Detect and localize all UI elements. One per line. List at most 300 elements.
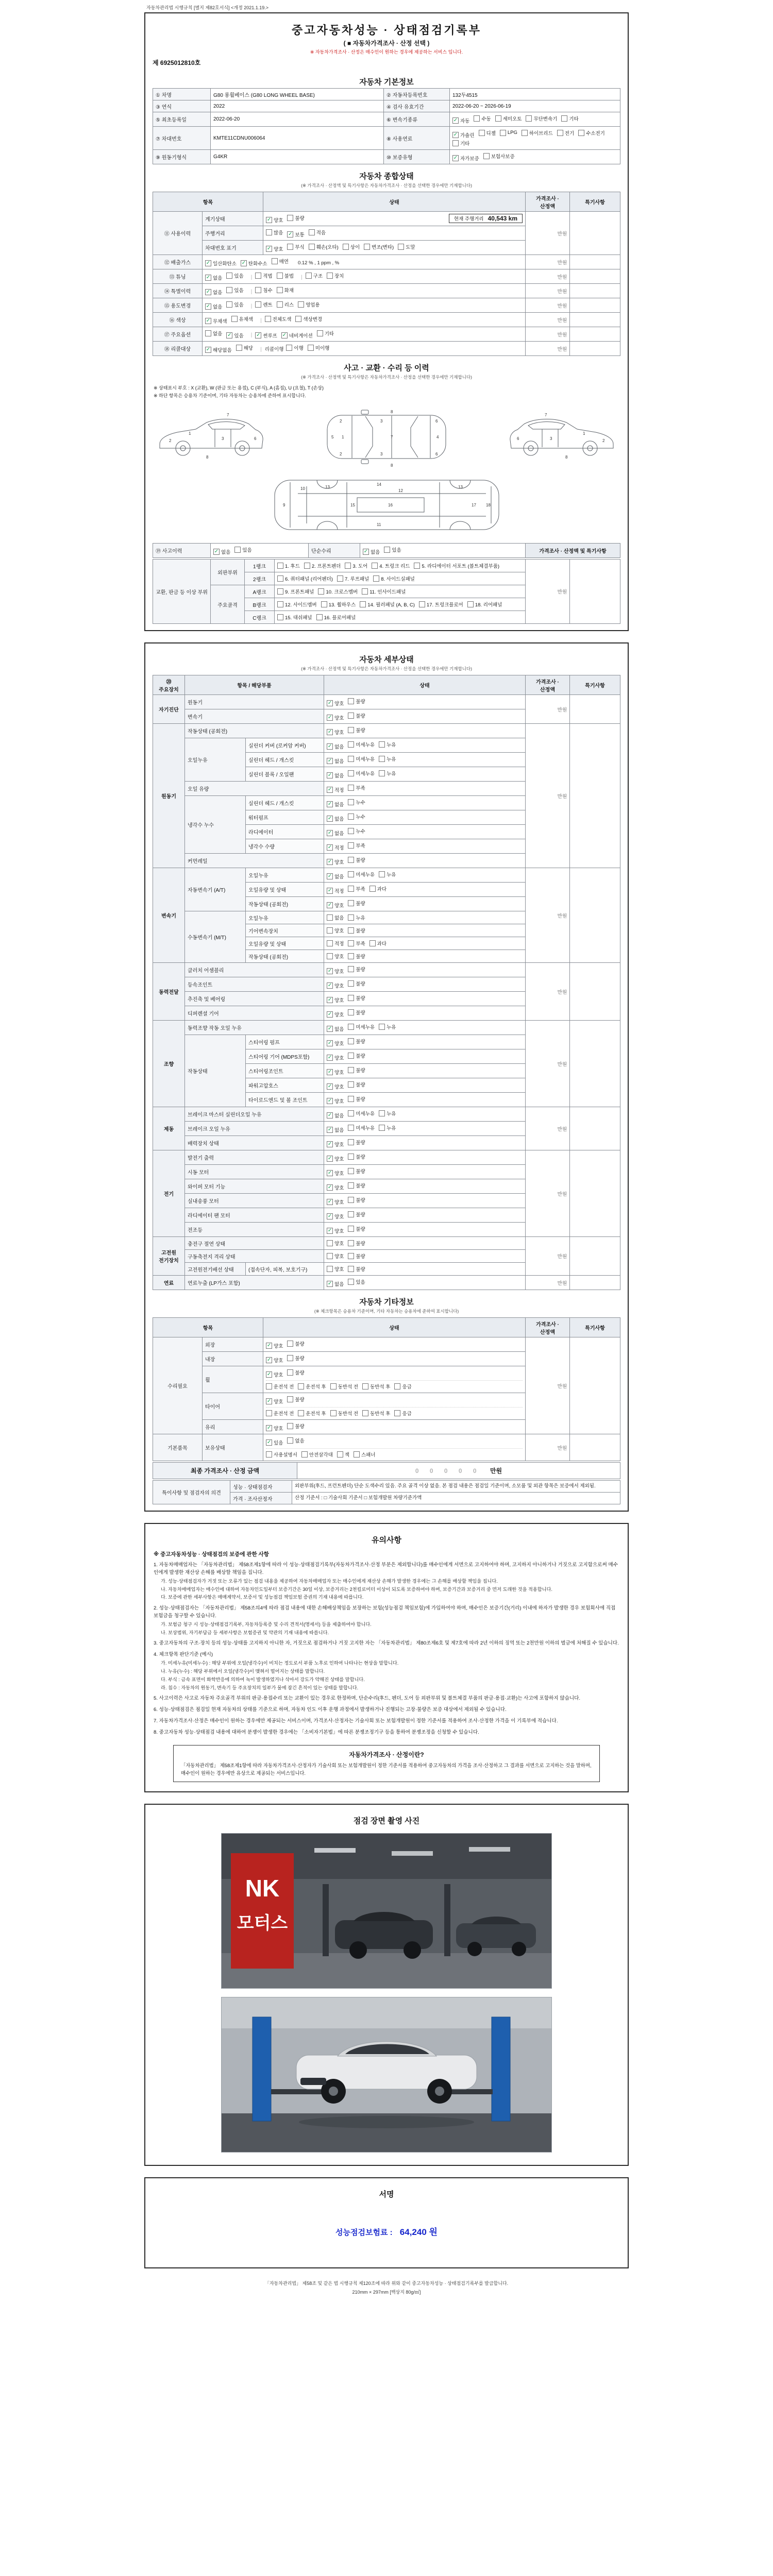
status-cell xyxy=(324,695,526,709)
checkbox-option[interactable] xyxy=(327,1126,344,1133)
checkbox-option[interactable] xyxy=(287,1354,304,1362)
checkbox-option[interactable] xyxy=(327,815,344,822)
checkbox-icon: ✓ xyxy=(266,1439,272,1445)
checkbox-option[interactable] xyxy=(369,940,386,947)
checkbox-option[interactable] xyxy=(452,140,469,147)
checkbox-option[interactable] xyxy=(298,1410,326,1417)
checkbox-option[interactable] xyxy=(298,301,320,308)
checkbox-option[interactable] xyxy=(287,1437,304,1444)
checkbox-option[interactable] xyxy=(277,272,294,279)
checkbox-option[interactable] xyxy=(330,1410,358,1417)
checkbox-icon: ✓ xyxy=(327,1025,332,1031)
status-cell xyxy=(324,767,526,782)
checkbox-icon xyxy=(287,1341,293,1347)
checkbox-option[interactable] xyxy=(287,231,304,238)
status-cell xyxy=(324,897,526,911)
checkbox-option[interactable] xyxy=(384,546,401,553)
status-cell xyxy=(203,284,526,298)
checkbox-option[interactable] xyxy=(277,588,314,595)
condition-row xyxy=(153,212,620,226)
checkbox-icon xyxy=(309,244,315,250)
checkbox-label: 불량 xyxy=(356,928,365,934)
checkbox-option[interactable] xyxy=(317,330,334,337)
item-label: 유리 xyxy=(203,1420,263,1434)
checkbox-icon xyxy=(255,301,261,308)
checkbox-option[interactable] xyxy=(277,562,300,569)
checkbox-option[interactable] xyxy=(379,741,396,748)
set-label: 리콜이행 xyxy=(264,346,284,352)
checkbox-option[interactable] xyxy=(362,588,406,595)
checkbox-option[interactable] xyxy=(348,1225,365,1232)
checkbox-option[interactable] xyxy=(327,1213,344,1220)
accident-history-status xyxy=(211,544,309,558)
checkbox-option[interactable] xyxy=(348,726,365,734)
svg-text:14: 14 xyxy=(376,482,381,487)
checkbox-option[interactable] xyxy=(266,1410,294,1417)
checkbox-icon xyxy=(373,575,379,582)
checkbox-option[interactable] xyxy=(348,1038,365,1045)
checkbox-option[interactable] xyxy=(277,601,317,608)
page-title: 중고자동차성능 · 상태점검기록부 xyxy=(291,24,482,37)
checkbox-option[interactable] xyxy=(348,698,365,705)
col-header-price: 가격조사 · 산정액 xyxy=(526,1318,570,1337)
checkbox-label: 16. 플로어패널 xyxy=(324,615,356,621)
checkbox-option[interactable] xyxy=(287,1340,304,1347)
checkbox-option[interactable] xyxy=(309,243,339,250)
detail-row xyxy=(153,724,620,738)
checkbox-option[interactable] xyxy=(348,940,365,947)
checkbox-option[interactable] xyxy=(348,1052,365,1059)
detail-row xyxy=(153,695,620,709)
checkbox-icon: ✓ xyxy=(327,1227,332,1233)
checkbox-option[interactable] xyxy=(287,1422,304,1430)
checkbox-option[interactable] xyxy=(348,799,365,806)
checkbox-option[interactable] xyxy=(327,829,344,837)
checkbox-option[interactable] xyxy=(295,315,322,323)
checkbox-option[interactable] xyxy=(327,743,344,750)
checkbox-icon xyxy=(348,857,354,863)
checkbox-option[interactable] xyxy=(306,272,323,279)
checkbox-option[interactable] xyxy=(327,858,344,866)
photos-block xyxy=(144,1804,629,2166)
checkbox-option[interactable] xyxy=(363,548,380,555)
checkbox-option[interactable] xyxy=(327,873,344,880)
checkbox-option[interactable] xyxy=(236,344,253,351)
checkbox-option[interactable] xyxy=(286,344,303,351)
checkbox-option[interactable] xyxy=(226,286,243,294)
checkbox-option[interactable] xyxy=(452,131,475,139)
checkbox-option[interactable] xyxy=(372,562,410,569)
checkbox-option[interactable] xyxy=(327,982,344,989)
checkbox-option[interactable] xyxy=(348,1252,365,1260)
price-cell: 만원 xyxy=(526,560,570,624)
checkbox-option[interactable] xyxy=(348,827,365,835)
note-cell xyxy=(570,1276,620,1290)
col-header-price: 가격조사 · 산정액 xyxy=(526,192,570,212)
checkbox-option[interactable] xyxy=(205,330,222,337)
price-cell: 만원 xyxy=(526,1237,570,1276)
signature-block xyxy=(144,2177,629,2268)
checkbox-option[interactable] xyxy=(318,588,358,595)
checkbox-option[interactable] xyxy=(348,871,375,878)
checkbox-option[interactable] xyxy=(348,1081,365,1088)
checkbox-option[interactable] xyxy=(500,130,517,136)
checkbox-option[interactable] xyxy=(348,1211,365,1218)
checkbox-option[interactable] xyxy=(205,260,237,267)
checkbox-label: 탄화수소 xyxy=(248,261,267,267)
checkbox-option[interactable] xyxy=(281,332,313,339)
col-header-price: 가격조사 · 산정액 xyxy=(526,675,570,695)
checkbox-option[interactable] xyxy=(304,562,341,569)
checkbox-option[interactable] xyxy=(287,214,304,222)
checkbox-option[interactable] xyxy=(379,1023,396,1030)
checkbox-option[interactable] xyxy=(266,1357,283,1364)
checkbox-option[interactable] xyxy=(348,712,365,719)
checkbox-label: 해당 xyxy=(243,345,254,351)
price-cell: 만원 xyxy=(526,1150,570,1237)
checkbox-icon: ✓ xyxy=(206,260,211,266)
notice-subitem: 나. 자동차매매업자는 매수인에 대하여 자동차인도일부터 보증기간은 30일 이상, 보증거리는 2천킬로미터 이상이 되도록 보증하여야 하며, 보증기간과 보증거리 중 먼저 도래한 것을 적용합니다. xyxy=(161,1586,552,1592)
checkbox-option[interactable] xyxy=(419,601,463,608)
col-header-item: 항목 xyxy=(153,192,263,212)
checkbox-option[interactable] xyxy=(348,1110,375,1117)
checkbox-option[interactable] xyxy=(327,1112,344,1119)
status-cell xyxy=(324,839,526,854)
checkbox-option[interactable] xyxy=(231,315,254,323)
checkbox-option[interactable] xyxy=(348,1095,365,1103)
checkbox-label: 불량 xyxy=(356,1212,365,1218)
checkbox-option[interactable] xyxy=(348,1023,375,1030)
checkbox-option[interactable] xyxy=(394,1383,411,1390)
checkbox-option[interactable] xyxy=(266,1398,283,1405)
part-label: 작동상태 (공회전) xyxy=(246,897,324,911)
checkbox-option[interactable] xyxy=(327,1069,344,1076)
checkbox-label: 미이행 xyxy=(315,345,330,351)
checkbox-option[interactable] xyxy=(277,614,312,621)
checkbox-label: 무채색 xyxy=(213,318,227,325)
checkbox-option[interactable] xyxy=(266,229,283,236)
checkbox-option[interactable] xyxy=(265,315,292,323)
price-survey-select-line: ( ■ 자동차가격조사 · 산정 선택 ) xyxy=(343,40,430,47)
page-block-1 xyxy=(144,12,629,631)
checkbox-option[interactable] xyxy=(348,1265,365,1273)
checkbox-option[interactable] xyxy=(205,303,222,310)
checkbox-option[interactable] xyxy=(327,1227,344,1234)
checkbox-option[interactable] xyxy=(348,980,365,987)
checkbox-icon xyxy=(255,287,261,293)
checkbox-label: 부족 xyxy=(356,785,365,791)
checkbox-option[interactable] xyxy=(277,575,333,582)
checkbox-option[interactable] xyxy=(348,965,365,973)
checkbox-option[interactable] xyxy=(327,786,344,793)
checkbox-option[interactable] xyxy=(348,900,365,907)
checkbox-option[interactable] xyxy=(362,1383,390,1390)
svg-text:3: 3 xyxy=(380,419,383,423)
checkbox-option[interactable] xyxy=(348,755,375,762)
checkbox-icon: ✓ xyxy=(206,274,211,280)
part-label: 오일누유 xyxy=(246,868,324,883)
panel-items-cell xyxy=(275,560,526,572)
checkbox-option[interactable] xyxy=(348,885,365,892)
checkbox-option[interactable] xyxy=(327,272,344,279)
checkbox-option[interactable] xyxy=(266,1425,283,1432)
checkbox-option[interactable] xyxy=(327,801,344,808)
checkbox-option[interactable] xyxy=(348,1278,365,1285)
checkbox-option[interactable] xyxy=(343,243,360,250)
checkbox-icon xyxy=(369,940,376,946)
notice-subitem: 가. 보험금 청구 시 성능·상태점검기록부, 자동차등록증 및 수리 견적서(명세서) 등을 제출하여야 합니다. xyxy=(161,1621,372,1627)
checkbox-option[interactable] xyxy=(348,914,365,921)
checkbox-option[interactable] xyxy=(205,317,227,325)
checkbox-option[interactable] xyxy=(266,1383,294,1390)
checkbox-option[interactable] xyxy=(327,1040,344,1047)
checkbox-option[interactable] xyxy=(578,129,605,137)
checkbox-option[interactable] xyxy=(287,1396,304,1403)
checkbox-option[interactable] xyxy=(272,258,289,265)
checkbox-option[interactable] xyxy=(327,728,344,736)
checkbox-option[interactable] xyxy=(327,714,344,721)
checkbox-option[interactable] xyxy=(298,1383,326,1390)
svg-text:7: 7 xyxy=(545,413,547,417)
checkbox-option[interactable] xyxy=(327,887,344,894)
checkbox-option[interactable] xyxy=(327,844,344,851)
condition-row xyxy=(153,284,620,298)
checkbox-option[interactable] xyxy=(327,968,344,975)
field-label: ⑩ 보증유형 xyxy=(384,150,450,164)
checkbox-label: 누유 xyxy=(386,1125,396,1131)
checkbox-option[interactable] xyxy=(348,1196,365,1204)
checkbox-option[interactable] xyxy=(348,1066,365,1074)
checkbox-label: 양호 xyxy=(334,1012,344,1018)
checkbox-option[interactable] xyxy=(255,301,272,308)
checkbox-option[interactable] xyxy=(308,344,330,351)
checkbox-label: 양호 xyxy=(334,969,344,975)
checkbox-label: 매연 xyxy=(279,259,289,265)
checkbox-option[interactable] xyxy=(452,117,469,124)
checkbox-option[interactable] xyxy=(348,784,365,791)
checkbox-option[interactable] xyxy=(348,1153,365,1160)
checkbox-label: 사용설명서 xyxy=(274,1452,297,1458)
checkbox-option[interactable] xyxy=(327,927,344,934)
checkbox-option[interactable] xyxy=(266,245,283,252)
item-label: 고전원전기배선 상태 xyxy=(185,1263,246,1276)
checkbox-option[interactable] xyxy=(348,770,375,777)
checkbox-option[interactable] xyxy=(327,1011,344,1018)
notice-subitem: 가. 미세누유(미세누수) : 해당 부위에 오일(냉각수)이 비치는 정도로서 부품 노후로 인하여 나타나는 현상을 말합니다. xyxy=(161,1660,399,1666)
status-cell xyxy=(324,1237,526,1250)
checkbox-option[interactable] xyxy=(327,1265,344,1273)
set-divider: | xyxy=(260,346,262,352)
checkbox-option[interactable] xyxy=(348,842,365,849)
checkbox-option[interactable] xyxy=(345,562,367,569)
checkbox-option[interactable] xyxy=(327,996,344,1004)
checkbox-option[interactable] xyxy=(394,1410,411,1417)
checkbox-option[interactable] xyxy=(327,757,344,765)
rank-label: 1랭크 xyxy=(245,560,275,572)
checkbox-option[interactable] xyxy=(226,272,243,279)
checkbox-option[interactable] xyxy=(364,243,394,250)
checkbox-option[interactable] xyxy=(369,885,386,892)
checkbox-option[interactable] xyxy=(277,286,294,294)
checkbox-option[interactable] xyxy=(205,346,232,353)
part-label: 실린더 헤드 / 개스킷 xyxy=(246,796,324,810)
checkbox-icon xyxy=(327,1240,333,1246)
checkbox-option[interactable] xyxy=(277,301,294,308)
checkbox-option[interactable] xyxy=(255,272,272,279)
checkbox-option[interactable] xyxy=(348,927,365,934)
checkbox-option[interactable] xyxy=(483,152,515,160)
checkbox-option[interactable] xyxy=(330,1383,358,1390)
part-label: 워터펌프 xyxy=(246,810,324,825)
status-cell xyxy=(324,963,526,977)
checkbox-option[interactable] xyxy=(327,1141,344,1148)
checkbox-option[interactable] xyxy=(479,129,496,137)
checkbox-option[interactable] xyxy=(234,546,251,553)
checkbox-icon: ✓ xyxy=(282,332,287,338)
checkbox-option[interactable] xyxy=(360,601,415,608)
checkbox-option[interactable] xyxy=(327,1240,344,1247)
status-cell xyxy=(263,1366,526,1393)
accident-history-row xyxy=(153,544,620,558)
checkbox-option[interactable] xyxy=(327,914,344,921)
field-value: 2022-06-20 ~ 2026-06-19 xyxy=(450,100,620,112)
checkbox-icon: ✓ xyxy=(327,700,332,706)
checkbox-option[interactable] xyxy=(495,115,522,122)
checkbox-icon xyxy=(327,1253,333,1259)
checkbox-option[interactable] xyxy=(321,601,356,608)
checkbox-option[interactable] xyxy=(474,115,491,122)
checkbox-icon xyxy=(379,756,385,762)
checkbox-option[interactable] xyxy=(309,229,326,236)
checkbox-option[interactable] xyxy=(255,332,277,339)
checkbox-option[interactable] xyxy=(327,1252,344,1260)
checkbox-option[interactable] xyxy=(348,1009,365,1016)
checkbox-option[interactable] xyxy=(379,871,396,878)
field-value: KMTE11CDNU006064 xyxy=(211,127,384,150)
checkbox-option[interactable] xyxy=(379,1124,396,1131)
checkbox-option[interactable] xyxy=(379,1110,396,1117)
checkbox-option[interactable] xyxy=(348,1182,365,1189)
field-label: ④ 검사 유효기간 xyxy=(384,100,450,112)
footer-line-2: 210mm × 297mm [백상지 80g/㎡] xyxy=(352,2289,421,2295)
checkbox-option[interactable] xyxy=(213,548,230,555)
checkbox-option[interactable] xyxy=(348,1124,375,1131)
item-label: 배력장치 상태 xyxy=(185,1136,324,1150)
checkbox-option[interactable] xyxy=(316,614,356,621)
checkbox-label: 불량 xyxy=(356,1082,365,1088)
checkbox-option[interactable] xyxy=(266,1371,283,1378)
inspector-role-label: 가격 · 조사산정자 xyxy=(230,1493,292,1504)
checkbox-option[interactable] xyxy=(266,1342,283,1349)
checkbox-icon xyxy=(327,927,333,934)
checkbox-option[interactable] xyxy=(327,1198,344,1206)
checkbox-option[interactable] xyxy=(327,902,344,909)
checkbox-option[interactable] xyxy=(348,1240,365,1247)
checkbox-label: 없음 xyxy=(334,874,344,880)
checkbox-label: 전기 xyxy=(564,130,575,137)
checkbox-option[interactable] xyxy=(327,1170,344,1177)
checkbox-option[interactable] xyxy=(327,1184,344,1191)
checkbox-option[interactable] xyxy=(557,129,574,137)
note-cell xyxy=(570,695,620,724)
checkbox-option[interactable] xyxy=(226,301,243,308)
checkbox-option[interactable] xyxy=(348,1167,365,1175)
checkbox-option[interactable] xyxy=(241,260,267,267)
checkbox-option[interactable] xyxy=(327,953,344,960)
checkbox-option[interactable] xyxy=(287,1369,304,1376)
checkbox-option[interactable] xyxy=(327,1083,344,1090)
checkbox-option[interactable] xyxy=(354,1451,376,1458)
note-cell xyxy=(570,1337,620,1434)
checkbox-option[interactable] xyxy=(379,755,396,762)
checkbox-option[interactable] xyxy=(337,1451,349,1458)
checkbox-option[interactable] xyxy=(526,115,557,122)
checkbox-option[interactable] xyxy=(327,940,344,947)
checkbox-option[interactable] xyxy=(327,1097,344,1105)
checkbox-option[interactable] xyxy=(398,243,415,250)
checkbox-option[interactable] xyxy=(348,994,365,1002)
checkbox-option[interactable] xyxy=(348,813,365,820)
checkbox-icon xyxy=(348,713,354,719)
checkbox-option[interactable] xyxy=(287,243,304,250)
checkbox-option[interactable] xyxy=(327,1054,344,1061)
checkbox-icon xyxy=(266,229,272,235)
checkbox-icon: ✓ xyxy=(327,1126,332,1132)
checkbox-option[interactable] xyxy=(373,575,415,582)
status-cell xyxy=(263,241,526,255)
checkbox-option[interactable] xyxy=(327,772,344,779)
checkbox-option[interactable] xyxy=(327,1025,344,1032)
checkbox-icon xyxy=(236,345,242,351)
part-label: 오일유량 및 상태 xyxy=(246,937,324,950)
checkbox-option[interactable] xyxy=(266,1439,283,1446)
checkbox-option[interactable] xyxy=(266,216,283,224)
checkbox-option[interactable] xyxy=(561,115,578,122)
checkbox-icon xyxy=(348,741,354,748)
checkbox-option[interactable] xyxy=(266,1451,297,1458)
checkbox-option[interactable] xyxy=(348,856,365,863)
checkbox-icon xyxy=(287,215,293,221)
checkbox-option[interactable] xyxy=(348,741,375,748)
checkbox-label: 18. 리어패널 xyxy=(475,602,502,608)
checkbox-option[interactable] xyxy=(205,274,222,281)
device-label: 동력전달 xyxy=(153,963,185,1021)
checkbox-icon xyxy=(327,953,333,959)
checkbox-option[interactable] xyxy=(327,1280,344,1287)
checkbox-icon xyxy=(301,1451,308,1458)
checkbox-icon: ✓ xyxy=(327,968,332,974)
checkbox-option[interactable] xyxy=(327,700,344,707)
checkbox-option[interactable] xyxy=(379,770,396,777)
checkbox-label: 누유 xyxy=(386,872,396,878)
checkbox-option[interactable] xyxy=(337,575,369,582)
checkbox-option[interactable] xyxy=(301,1451,333,1458)
checkbox-icon: ✓ xyxy=(214,548,219,554)
checkbox-option[interactable] xyxy=(348,953,365,960)
checkbox-option[interactable] xyxy=(414,562,499,569)
status-cell xyxy=(324,724,526,738)
checkbox-option[interactable] xyxy=(452,155,479,162)
checkbox-option[interactable] xyxy=(467,601,502,608)
checkbox-option[interactable] xyxy=(522,129,553,137)
checkbox-option[interactable] xyxy=(255,286,272,294)
checkbox-option[interactable] xyxy=(327,1155,344,1162)
checkbox-option[interactable] xyxy=(362,1410,390,1417)
checkbox-option[interactable] xyxy=(205,289,222,296)
checkbox-option[interactable] xyxy=(348,1139,365,1146)
checkbox-option[interactable] xyxy=(226,332,243,339)
checkbox-icon: ✓ xyxy=(327,743,332,749)
